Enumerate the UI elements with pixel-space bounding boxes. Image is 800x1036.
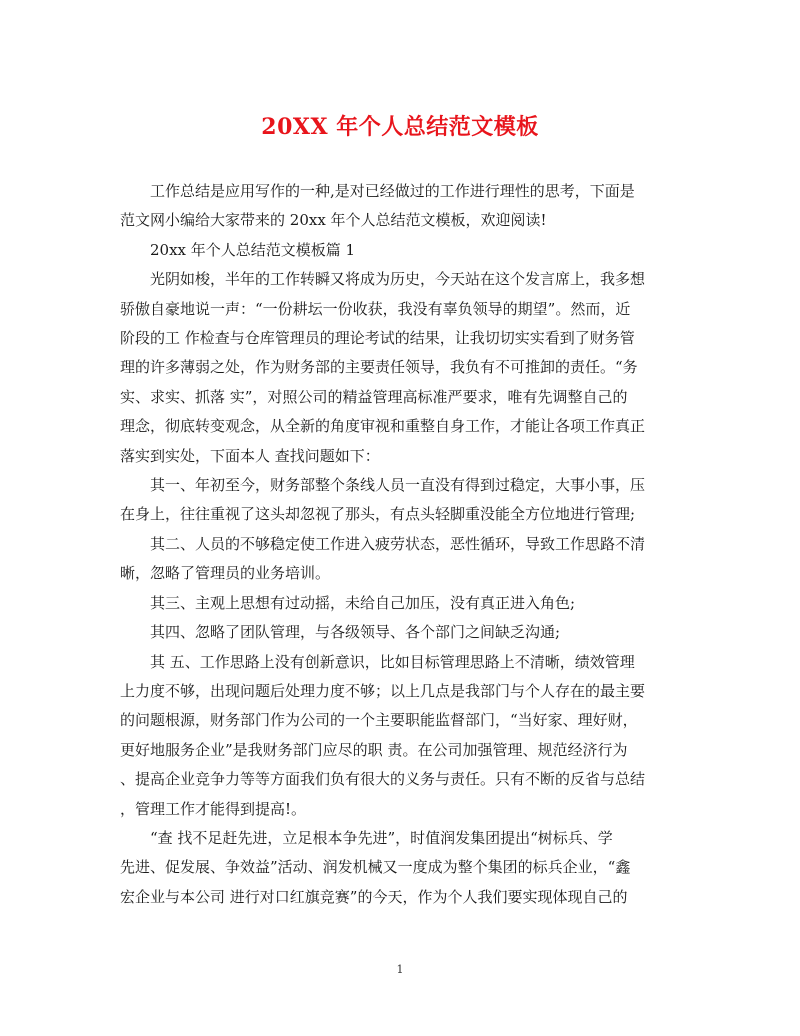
body-line: 晰，忽略了管理员的业务培训。 [120, 564, 331, 583]
body-line: 其 五、工作思路上没有创新意识，比如目标管理思路上不清晰，绩效管理 [150, 652, 635, 671]
body-line: 工作总结是应用写作的一种,是对已经做过的工作进行理性的思考，下面是 [150, 182, 635, 200]
body-line: 更好地服务企业”是我财务部门应尽的职 责。在公司加强管理、规范经济行为 [120, 740, 628, 759]
body-line: 先进、促发展、争效益”活动、润发机械又一度成为整个集团的标兵企业，“鑫 [120, 858, 631, 877]
body-line: 实、求实、抓落 实”，对照公司的精益管理高标准严要求，唯有先调整自己的 [120, 387, 628, 406]
body-line: 在身上，往往重视了这头却忽视了那头，有点头轻脚重没能全方位地进行管理; [120, 505, 636, 524]
body-line: 上力度不够，出现问题后处理力度不够；以上几点是我部门与个人存在的最主要 [120, 681, 646, 700]
document-body [120, 177, 676, 912]
body-line: 理念，彻底转变观念，从全新的角度审视和重整自身工作，才能让各项工作真正 [120, 417, 646, 436]
body-line: 20xx 年个人总结范文模板篇 1 [150, 240, 356, 259]
body-line: 、提高企业竞争力等等方面我们负有很大的义务与责任。只有不断的反省与总结 [120, 770, 646, 789]
body-line: 范文网小编给大家带来的 20xx 年个人总结范文模板，欢迎阅读! [120, 211, 547, 230]
body-line: 其一、年初至今，财务部整个条线人员一直没有得到过稳定，大事小事，压 [150, 476, 646, 495]
page-number: 1 [396, 963, 404, 976]
body-line: “查 找不足赶先进，立足根本争先进”，时值润发集团提出“树标兵、学 [150, 828, 613, 847]
body-line: 其三、主观上思想有过动摇，未给自己加压，没有真正进入角色; [150, 593, 576, 612]
body-line: 宏企业与本公司 进行对口红旗竞赛”的今天，作为个人我们要实现体现自己的 [120, 887, 628, 906]
body-line: 阶段的工 作检查与仓库管理员的理论考试的结果，让我切切实实看到了财务管 [120, 329, 635, 348]
body-line: 落实到实处，下面本人 查找问题如下： [120, 446, 380, 465]
body-line: 的问题根源，财务部门作为公司的一个主要职能监督部门，“当好家、理好财， [120, 711, 638, 730]
body-line: 骄傲自豪地说一声：“一份耕坛一份收获，我没有辜负领导的期望”。然而，近 [120, 299, 631, 318]
body-line: 理的许多薄弱之处，作为财务部的主要责任领导，我负有不可推卸的责任。“务 [120, 358, 638, 377]
document-title: 20XX 年个人总结范文模板 [261, 114, 539, 140]
body-line: 其二、人员的不够稳定使工作进入疲劳状态，恶性循环，导致工作思路不清 [150, 534, 646, 553]
body-line: 其四、忽略了团队管理，与各级领导、各个部门之间缺乏沟通; [150, 623, 561, 642]
body-line: 光阴如梭，半年的工作转瞬又将成为历史，今天站在这个发言席上，我多想 [150, 270, 646, 289]
body-line: ，管理工作才能得到提高!。 [120, 799, 307, 818]
